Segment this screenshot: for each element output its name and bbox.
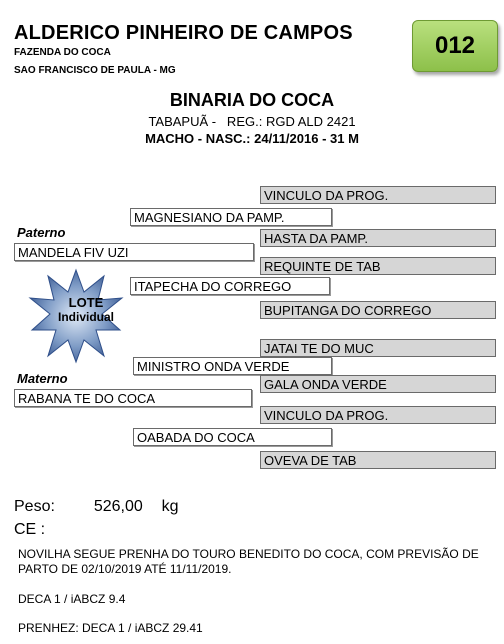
dam-sire-sire-box: JATAI TE DO MUC (260, 339, 496, 357)
sire-sire-sire-box: VINCULO DA PROG. (260, 186, 496, 204)
city-name: SAO FRANCISCO DE PAULA - MG (14, 65, 176, 76)
sire-dam-box: ITAPECHA DO CORREGO (130, 277, 330, 295)
farm-name: FAZENDA DO COCA (14, 47, 111, 58)
peso-label: Peso: (14, 498, 55, 515)
lot-number-badge: 012 (412, 20, 498, 72)
peso-value: 526,00 (93, 498, 143, 515)
breed-registration: TABAPUÃ - REG.: RGD ALD 2421 (148, 114, 356, 129)
deca-index: DECA 1 / iABCZ 9.4 (18, 592, 126, 606)
materno-label: Materno (17, 371, 68, 386)
dam-dam-box: OABADA DO COCA (133, 428, 332, 446)
prenhez-index: PRENHEZ: DECA 1 / iABCZ 29.41 (18, 621, 203, 635)
stamp-line1: LOTE (68, 295, 104, 310)
sire-dam-dam-box: BUPITANGA DO CORREGO (260, 301, 496, 319)
dam-dam-dam-box: OVEVA DE TAB (260, 451, 496, 469)
paterno-label: Paterno (17, 225, 66, 240)
peso-unit: kg (161, 498, 179, 515)
stamp-text (46, 295, 126, 324)
owner-name: ALDERICO PINHEIRO DE CAMPOS (14, 22, 353, 44)
dam-sire-dam-box: GALA ONDA VERDE (260, 375, 496, 393)
dam-box: RABANA TE DO COCA (14, 389, 252, 407)
sex-birth-age: MACHO - NASC.: 24/11/2016 - 31 M (145, 131, 359, 146)
animal-name: BINARIA DO COCA (169, 90, 335, 110)
dam-sire-box: MINISTRO ONDA VERDE (133, 357, 332, 375)
sire-sire-box: MAGNESIANO DA PAMP. (130, 208, 332, 226)
peso-row (14, 498, 179, 516)
sire-box: MANDELA FIV UZI (14, 243, 254, 261)
dam-dam-sire-box: VINCULO DA PROG. (260, 406, 496, 424)
sire-dam-sire-box: REQUINTE DE TAB (260, 257, 496, 275)
stamp-line2: Individual (57, 310, 114, 324)
pregnancy-note: NOVILHA SEGUE PRENHA DO TOURO BENEDITO DO COCA, COM PREVISÃO DE PARTO DE 02/10/2019 ATÉ 11/11/2019. (18, 547, 479, 576)
sire-sire-dam-box: HASTA DA PAMP. (260, 229, 496, 247)
ce-label: CE : (14, 521, 46, 538)
